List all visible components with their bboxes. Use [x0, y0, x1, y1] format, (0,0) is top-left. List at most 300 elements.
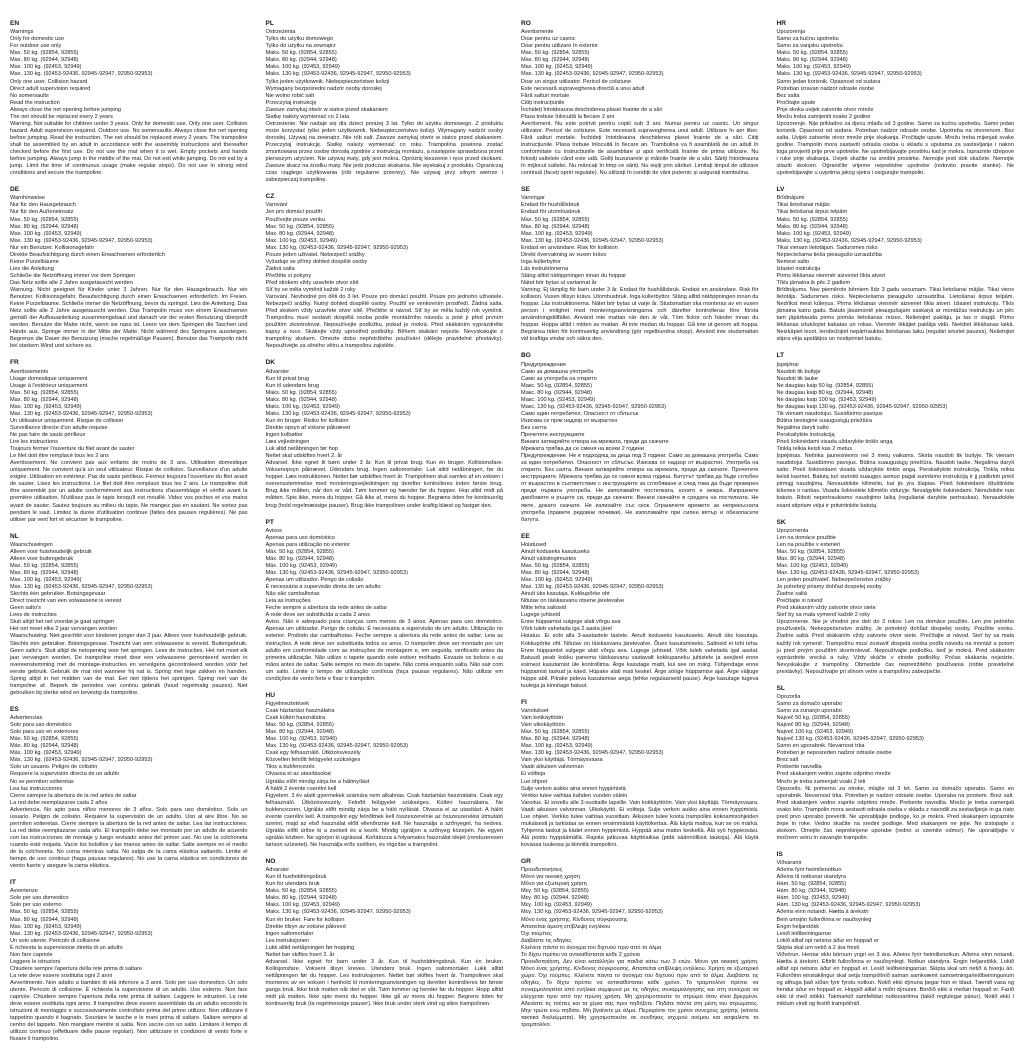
warning-line: The net should be replaced every 2 years [10, 113, 113, 120]
warning-line: A rede deve ser substituída a cada 2 anos [265, 612, 370, 619]
warning-paragraph: Varning. Ej lämplig för barn under 3 år. Endast för hushållsbruk. Endast en användare. Risk för kollision. Vuxen tillsyn krävs. Utomhusbruk. Inga kullerbyttor. Stäng alltid nätöppningen innan du hoppar. Läs instruktionerna. Nätet bör bytas ut varje år. Studsmattan ska monteras av en vuxen person i enlighet med monteringsanvisningarna och därefter kontrolleras före första användningstillfället. Använd inte mattan när den är våt. Töm fickor och händer innan du hoppar. Hoppa alltid i mitten av mattan. Ät inte medan du hoppar. Gå inte ut genom att hoppa. Begränsa tiden för kontinuerlig användning (gör regelbundna stopp). Använd inte studsmattan vid kraftiga vindar och säkra den. [521, 287, 759, 343]
language-section [777, 685, 1015, 842]
warning-line: Võrk tuleb vahetada iga 2 aasta järel [521, 626, 612, 633]
warning-line: Un utilisateur uniquement. Risque de collision [10, 417, 124, 424]
warning-line: Max. 50 kg. (92854, 92855) [521, 563, 590, 569]
warning-line: Tilos a bukfencezés [265, 764, 315, 771]
warning-line: Csak kültéri használatra [265, 715, 326, 722]
warning-line: Leia as instruções [265, 598, 311, 605]
warning-line: Naudoti tik buityje [776, 368, 821, 375]
warning-line: Před skokem vždy uzavřete otvor sítě [265, 279, 359, 286]
warning-line: Brīdinājumi [776, 195, 805, 202]
warning-line: Maks. 130 kg. (92453-92436, 92945-92947, 92950-92953) [265, 410, 411, 417]
warning-line: Doar pentru uz casnic [521, 36, 576, 43]
language-code: GR [521, 857, 531, 865]
warning-line: Máx. 80 kg. (92944, 92948) [265, 555, 334, 562]
warning-line: Kun én bruger. Risiko for kollision [265, 417, 349, 424]
warning-line: Kun én bruker. Fare for kollisjon [265, 916, 345, 923]
warning-line: Само един потребител. Опасност от сблъсък [521, 410, 639, 417]
warning-line: Hám. 100 kg. (92453, 92949) [776, 895, 850, 902]
warning-line: Csak egy felhasználó. Ütközésveszély [265, 750, 361, 757]
warning-line: Varování [265, 202, 288, 209]
warning-line: Žiadne saltá [776, 591, 807, 598]
warning-line: Maks. 130 kg. (92453-92436, 92945-92947, 92950-92953) [776, 237, 922, 244]
warning-line: Je potrebný priamy dohľad dospelej osoby [776, 584, 882, 591]
language-column [777, 20, 1015, 1052]
warning-line: Max. 130 kg. (92453-92436, 92945-92947, 92950-92953) [10, 410, 153, 417]
warning-line: Upozorenja [776, 29, 806, 36]
warning-line: Maks. 100 kg. (92453, 92949) [265, 64, 340, 71]
warning-line: Μεγ. 100 kg. (92453, 92949) [521, 902, 592, 909]
warning-line: Pouze jeden uživatel. Nebezpečí srážky [265, 251, 365, 258]
warning-line: Máx. 130 kg. (92453-92436, 92945-92947, 92950-92953) [10, 757, 153, 764]
warning-line: Avertissements [10, 368, 49, 375]
language-code: EN [10, 20, 20, 27]
language-code: EE [521, 532, 530, 540]
warning-line: Only for domestic use [10, 36, 65, 43]
warning-line: Direkt övervakning av vuxen krävs [521, 251, 607, 258]
warning-line: Samo za kućnu upotrebu [776, 36, 839, 43]
warning-line: Het net moet elke 2 jaar vervangen worden [10, 626, 117, 633]
warning-line: Direct toezicht van een volwassene is vereist [10, 598, 122, 605]
warning-line: Mrežu treba zamijeniti svake 2 godine [776, 113, 871, 120]
warning-line: Figyelmeztetések [265, 701, 310, 707]
warning-line: Max. 80 kg. (92944, 92948) [10, 570, 79, 577]
warning-line: Aðeins til notkunar utandyra [776, 874, 846, 881]
warning-line: Direct adult supervision required [10, 85, 91, 92]
warning-line: Læs vejledningen [265, 439, 310, 446]
warning-line: Nettet skal udskiftes hvert 2. år [265, 453, 343, 460]
warning-line: Max. 130 kg. (92453-92436, 92945-92947, 92950-92953) [10, 237, 153, 244]
language-code: ES [10, 705, 19, 713]
warning-line: Ingen saltomortaler [265, 930, 314, 937]
warning-line: Hám. 130 kg. (92453-92436, 92945-92947, 92950-92953) [776, 902, 921, 909]
warning-line: Geen salto's [10, 605, 41, 612]
warning-line: Kun til privat brug [265, 375, 310, 382]
warning-line: Μεγ. 80 kg. (92944, 92948) [521, 895, 589, 902]
warning-line: Maks. 130 kg. (92453-92436, 92945-92947, 92950-92953) [265, 71, 411, 78]
warning-line: Izlasiet instrukciju [776, 265, 821, 272]
language-section [777, 186, 1015, 343]
warning-line: Lue ohjeet [521, 778, 548, 785]
warning-paragraph: Advarsel. Ikke egnet for barn under 3 år. Kun til husholdningsbruk. Kun én bruker. Kollisjonsfare. Voksent tilsyn kreves. Utendørs bruk. Ingen saltomortaler. Lukk alltid nettåpningen før du hopper. Les instruksjonen. Nettet bør skiftes hvert år. Trampolinen skal monteres av en voksen i henhold til monteringsanvisningen og deretter kontrolleres før første gangs bruk. Ikke bruk matten når den er våt. Tøm lommer og hender før du hopper. Hopp alltid midt på matten. Ikke spis mens du hopper. Ikke gå av mens du hopper. Begrens tiden for kontinuerlig bruk (ta regelmessige pauser). Ikke bruk under sterk vind og sikre trampolinen. [265, 958, 503, 1008]
warning-paragraph: Opozorilo. Ni primerno za otroke, mlajše od 3 let. Samo za domačo uporabo. Samo en uporabnik. Nevarnost trka. Potreben je nadzor odrasle osebe. Uporaba na prostem. Brez salt. Pred skakanjem vedno zaprite odprtino mreže. Preberite navodila. Mrežo je treba zamenjati vsako leto. Trampolin mora sestaviti odrasla oseba v skladu z navodili za sestavljanje in ga nato pred prvo uporabo preveriti. Ne uporabljajte podloge, ko je mokra. Pred skakanjem izpraznite žepe in roke. Vedno skačite na sredini podloge. Med skakanjem ne jejte. Ne izstopajte s skokom. Omejite čas neprekinjene uporabe (redno si vzemite odmor). Ne uporabljajte v močnem vetru in zavarujte trampolin. [776, 785, 1014, 841]
warning-line: Potreben je neposreden nadzor odrasle osebe [776, 750, 892, 757]
warning-paragraph: Advertencia. No apto para niños menores de 3 años. Solo para uso doméstico. Solo un usuario. Peligro de colisión. Requiere la supervisión de un adulto. Uso al aire libre. No se permiten volteretas. Cierre siempre la abertura de la red antes de saltar. Lea las instrucciones. La red debe reemplazarse cada año. El trampolín debe ser montado por un adulto de acuerdo con las instrucciones de montaje y luego revisado antes del primer uso. No use la colchoneta cuando esté mojada. Vacíe los bolsillos y las manos antes de saltar. Salte siempre en el medio de la colchoneta. No coma mientras salta. No salga de la cama elástica saltando. Limite el tiempo de uso continuo (haga pausas regulares). No use la cama elástica en condiciones de viento fuerte y asegure la cama elástica. [10, 806, 248, 870]
warning-line: Prečítajte si návod [776, 598, 823, 605]
warning-line: Največ 100 kg. (92453, 92949) [776, 729, 853, 736]
warning-line: Max. 80 kg. (92944, 92948) [521, 223, 590, 230]
warning-line: Απαιτείται άμεση επίβλεψη ενηλίκου [521, 923, 611, 930]
warning-line: Lesið leiðbeiningarnar [776, 930, 832, 937]
warning-line: Máx. 100 kg. (92453, 92949) [265, 563, 338, 569]
warning-line: Įspėjimai [776, 361, 799, 368]
warning-line: Само за домашна употреба [521, 368, 594, 375]
warning-line: Não são cambalhotas [265, 591, 320, 598]
warning-line: Изисква се пряк надзор от възрастен [521, 417, 618, 424]
warning-paragraph: Avertisment. Nu este potrivit pentru copiii sub 3 ani. Numai pentru uz casnic. Un singur utilizator. Pericol de coliziune. Este necesară supravegherea unui adult. Utilizare în aer liber. Fără salturi mortale. Închideți întotdeauna deschiderea plasei înainte de a sări. Citiți instrucțiunile. Plasa trebuie înlocuită în fiecare an. Trambulina va fi asamblată de un adult în conformitate cu instrucțiunile de asamblare și apoi verificată înainte de prima utilizare. Nu folosiți saltelele când este udă. Goliți buzunarele și mâinile înainte de a sări. Săriți întotdeauna în mijlocul saltelei. Nu mâncați în timp ce săriți. Nu ieșiți prin sărituri. Limitați timpul de utilizare continuă (faceți opriri regulate). Nu utilizați în condiții de vânt puternic și asigurați trambulina. [521, 120, 759, 177]
warning-paragraph: Brīdinājums. Nav piemērots bērniem līdz 3 gadu vecumam. Tikai lietošanai mājās. Tikai viens lietotājs. Sadursmes risks. Nepieciešama pieaugušo uzraudzība. Lietošanai ārpus telpām. Nedrīkst mest kūleņus. Pirms lēkšanas vienmēr aizveriet tīkla atveri. Izlasiet instrukciju. Tīkls jāmaina katru gadu. Batuts jāsamontē pieaugušajam saskaņā ar montāžas instrukciju un pēc tam jāpārbauda pirms pirmās lietošanas reizes. Nelietojiet paklāju, ja tas ir slapjš. Pirms lēkšanas iztukšojiet kabatas un rokas. Vienmēr lēkājiet paklāja vidū. Neēdiet lēkāšanas laikā. Neizkāpiet lecot. Ierobežojiet nepārtrauktas lietošanas laiku (regulāri ieturiet pauzes). Nelietojiet stipra vēja apstākļos un nostipriniet batutu. [776, 287, 1014, 343]
warning-line: Waarschuwingen [10, 541, 53, 548]
warning-line: Varningar [521, 195, 545, 202]
warning-line: Max. 50 kg. (92854, 92855) [10, 389, 79, 396]
warning-line: Len na použitie v exteriéri [776, 541, 841, 548]
warning-line: Το δίχτυ πρέπει να αντικαθίσταται κάθε 2 χρόνια [521, 951, 640, 958]
language-section [521, 699, 759, 849]
warning-line: Μόνο για εξωτερική χρήση [521, 881, 587, 888]
warning-paragraph: Upozorenje. Nije prikladno za djecu mlađu od 3 godine. Samo za kućnu upotrebu. Samo jedan korisnik. Opasnost od sudara. Potreban nadzor odrasle osobe. Upotreba na otvorenom. Bez salta. Uvijek zatvorite otvor mreže prije skakanja. Pročitajte upute. Mrežu treba mijenjati svake godine. Trampolin mora sastaviti odrasla osoba u skladu s uputama za sastavljanje i nakon toga provjeriti prije prve upotrebe. Ne upotrebljavajte prostirku kad je mokra. Ispraznite džepove i ruke prije skakanja. Uvijek skačite na sredini prostirke. Nemojte jesti dok skačete. Nemojte izlaziti skokom. Ograničite vrijeme neprekidne upotrebe (redovito pravite stanke). Ne upotrebljavajte u uvjetima jakog vjetra i osigurajte trampolin. [776, 120, 1014, 177]
warning-line: Endast en användare. Risk för kollision [521, 244, 618, 251]
warning-line: Предупреждения [521, 361, 566, 368]
warning-line: Direkte opsyn af voksne påkrævet [265, 425, 351, 431]
warning-line: Nettet bør skiftes hvert 2. år [265, 951, 335, 958]
warning-line: Max. 80 kg. (92944, 92948) [10, 916, 79, 923]
warning-line: Közvetlen felnőtt felügyelet szükséges [265, 757, 361, 764]
language-section [10, 533, 248, 697]
language-section [777, 352, 1015, 509]
warning-line: Max. 100 kg. (92453, 92949) [10, 230, 82, 237]
warning-line: Vain kotikäyttöön [521, 715, 564, 722]
warning-line: Max. 50 kg. (92854, 92855) [776, 548, 845, 555]
warning-line: Hám. 80 kg. (92944, 92948) [776, 888, 847, 895]
warning-line: Max. 100 kg. (92453, 92949) [265, 237, 338, 244]
warning-line: Max. 100 kg. (92453, 92949) [521, 230, 593, 237]
warning-paragraph: Warning. Not suitable for children under 3 years. Only for domestic use. Only one user. Collision hazard. Adult supervision required. Outdoor use. No somersaults. Always close the net opening before jumping. Read the instruction. The net should be replaced every 2 years. The trampoline shall be assembled by an adult in accordance with the assembly instructions and thereafter checked before the first use. Do not use the mat when it is wet. Empty pockets and hands before jumping. Always jump in the middle of the mat. Do not exit while jumping. Do not eat by a jump. Limit the time of continuous usage (make regular stops). Do not use in strong wind conditions and secure the trampoline. [10, 120, 248, 177]
warning-line: Samo za domačo uporabo [776, 701, 843, 707]
warning-line: Max. 100 kg. (92453, 92949) [521, 577, 593, 584]
warning-line: Aðeins fyrir heimilisnotkun [776, 867, 842, 874]
warning-line: Макс. 130 kg. (92453-92436, 92945-92947, 92950-92953) [521, 403, 667, 410]
language-section [10, 20, 248, 177]
warning-line: Max. 130 kg. (92453-92436, 92945-92947, 92950-92953) [10, 71, 153, 78]
language-section [521, 858, 759, 1029]
warning-line: Lugege juhiseid [521, 612, 561, 619]
warning-line: Lukk alltid nettåpningen før hopping [265, 944, 355, 951]
warning-line: Upozornenia [776, 527, 809, 534]
warning-line: Tikai lietošanai mājās [776, 202, 830, 209]
warning-paragraph: Avertissement. Ne convient pas aux enfants de moins de 3 ans. Utilisation domestique uniquement. Ne convient qu'à un seul utilisateur. Risque de collision. Surveillance d'un adulte exigée. Utilisation en extérieur. Pas de sauts périlleux. Fermez toujours l'ouverture du filet avant de sauter. Lisez les instructions. Le filet doit être remplacé tous les 2 ans. Le trampoline doit être assemblé par un adulte conformément aux instructions d'assemblage et vérifié avant la première utilisation. N'utilisez pas le tapis lorsqu'il est mouillé. Videz vos poches et vos mains avant de sauter. Sautez toujours au milieu du tapis. Ne mangez pas en sautant. Ne sortez pas pendant le saut. Limitez la durée d'utilisation continue (faites des pauses régulières). Ne pas utiliser par vent fort et sécuriser le trampoline. [10, 460, 248, 523]
warning-paragraph: Waarschuwing. Niet geschikt voor kinderen jonger dan 3 jaar. Alleen voor huishoudelijk gebruik. Slechts één gebruiker. Botsingsgevaar. Toezicht van een volwassene is vereist. Buitengebruik. Geen salto's. Sluit altijd de netopening voor het springen. Lees de instructies. Het net moet elk jaar vervangen worden. De trampoline moet door een volwassene gemonteerd worden in overeenstemming met de montage-instructies en vervolgens gecontroleerd worden vóór het eerste gebruik. Gebruik de mat niet wanneer hij nat is. Spring met lege zakken en handen. Spring altijd in het midden van de mat. Eet niet tijdens het springen. Spring niet van de trampoline af. Beperk de periodes van continu gebruik (houd regelmatig pauzes). Niet gebruiken bij sterke wind en bevestig de trampoline. [10, 633, 248, 696]
warning-line: Viðvaranir [776, 860, 802, 867]
warning-paragraph: Warnung. Nicht geeignet für Kinder unter 3 Jahren. Nur für den Hausgebrauch. Nur ein Benutzer. Kollisionsgefahr. Beaufsichtigung durch einen Erwachsenen erforderlich. Im Freien. Keine Purzelbäume. Schließe immer die Netzöffnung, bevor du springst. Lies die Anleitung. Das Netz sollte alle 2 Jahre ausgetauscht werden. Das Trampolin muss von einem Erwachsenen gemäß der Aufbauanleitung zusammengebaut und danach vor der ersten Benutzung überprüft werden. Benutze die Matte nicht, wenn sie nass ist. Leere vor dem Springen die Taschen und Hände aus. Springe immer in der Mitte der Matte. Nicht während des Springens aussteigen. Begrenze die Dauer der Benutzung (mache regelmäßige Pausen). Benutze das Trampolin nicht bei starkem Wind und sichere es. [10, 287, 248, 350]
warning-line: Maks. 80 kg. (92944, 92948) [265, 396, 337, 403]
warning-line: Max. 130 kg. (92453-92436, 92945-92947, 92950-92953) [521, 584, 664, 591]
warning-line: Max. 80 kg. (92944, 92948) [521, 57, 590, 64]
warning-line: Maks. 50 kg. (92854, 92855) [776, 216, 848, 223]
warning-line: Max. 80 kg. (92944, 92948) [521, 570, 590, 577]
warning-line: Max. 80 kg. (92944, 92948) [265, 729, 334, 736]
warning-line: Opozorila [776, 693, 801, 700]
warning-line: Fără salturi mortale [521, 92, 570, 99]
warning-line: Nepieciešama tieša pieaugušo uzraudzība [776, 251, 882, 258]
language-section [266, 193, 504, 350]
language-section [521, 533, 759, 690]
warning-line: Doar pentru utilizare în exterior [521, 43, 598, 50]
warning-line: Len jeden používateľ. Nebezpečenstvo zrážky [776, 577, 892, 584]
warning-paragraph: Varoitus. Ei sovellu alle 3-vuotiaille lapsille. Vain kotikäyttöön. Vain yksi käyttäjä. Törmäysvaara. Vaatii aikuisen valvonnan. Ulkokäyttö. Ei voltteja. Sulje verkon aukko aina ennen hyppimistä. Lue ohjeet. Verkko tulee vaihtaa vuosittain. Aikuisen tulee koota trampoliini kokoamisohjeiden mukaisesti ja tarkistaa se ennen ensimmäistä käyttökertaa. Älä käytä mattoa, kun se on märkä. Tyhjennä taskut ja kädet ennen hyppimistä. Hyppää aina maton keskellä. Älä syö hyppiessäsi. Älä poistu hyppäämällä. Rajoita jatkuvaa käyttöaikaa (pidä säännöllisiä taukoja). Älä käytä kovassa tuulessa ja kiinnitä trampoliini. [521, 799, 759, 848]
warning-line: Usage domestique uniquement [10, 375, 88, 382]
warning-paragraph: Предупреждение. Не е подходящ за деца под 3 години. Само за домашна употреба. Само за един потребител. Опасност от сблъсък. Изисква се надзор от възрастен. Употреба на открито. Без салта. Винаги затваряйте отвора на мрежата, преди да скачате. Прочетете инструкциите. Мрежата трябва да се сменя всяка година. Батутът трябва да бъде сглобен от възрастен в съответствие с инструкциите за сглобяване и след това да бъде проверен преди първата употреба. Не използвайте постелката, когато е мокра. Изпразнете джобовете и ръцете си, преди да скачате. Винаги скачайте в средата на постелката. Не яжте, докато скачате. Не излизайте със скок. Ограничете времето за непрекъсната употреба (правете редовни почивки). Не използвайте при силен вятър и обезопасете батута. [521, 453, 759, 523]
warning-line: Največ 130 kg. (92453-92436, 92945-92947, 92950-92953) [776, 736, 924, 743]
language-section [266, 359, 504, 509]
warning-line: Only one user. Collision hazard [10, 78, 88, 85]
warning-line: Csak háztartási használatra [265, 708, 335, 715]
warning-line: Nõutav on täiskasvanu otsene järelevalve [521, 598, 625, 605]
warning-line: Endast för utomhusbruk [521, 209, 581, 216]
warning-line: Nätet bör bytas ut vartannat år [521, 279, 597, 286]
warning-line: Μόνο ένας χρήστης. Κίνδυνος σύγκρουσης [521, 916, 628, 923]
warning-line: Solo para uso doméstico [10, 722, 72, 729]
warning-line: Maks. 50 kg. (92854, 92855) [265, 888, 337, 895]
language-section [521, 20, 759, 177]
warning-line: Direkte tilsyn av voksne påkrevd [265, 923, 346, 930]
warning-line: Usage à l'extérieur uniquement [10, 382, 88, 389]
warning-line: Maks. 100 kg. (92453, 92949) [776, 64, 851, 71]
warning-line: Solo para uso en exteriores [10, 729, 79, 736]
warning-line: Ei voltteja [521, 771, 546, 778]
warning-line: Max. 80 kg. (92944, 92948) [265, 230, 334, 237]
warning-line: Nur für den Außeneinsatz [10, 209, 74, 216]
warning-line: Advertencias [10, 715, 43, 722]
warning-line: Stäng alltid nätöppningen innan du hoppar [521, 272, 627, 279]
warning-line: Engin heljarstökk [776, 923, 820, 930]
warning-line: Max. 50 kg. (92854, 92855) [521, 50, 590, 57]
warning-line: Requiere la supervisión directa de un adulto [10, 771, 120, 778]
warning-line: Luk altid netåbningen før hop [265, 446, 338, 453]
warning-line: Όχι τούμπες [521, 930, 552, 937]
warning-line: Perskaitykite instrukciją [776, 432, 835, 439]
warning-line: Tylko do użytku na zewnątrz [265, 43, 336, 50]
warning-line: Προειδοποιήσεις [521, 867, 563, 874]
warning-line: Ugrálás előtt mindig zárja be a hálónyílást [265, 778, 370, 785]
warning-line: Max. 130 kg. (92453-92436, 92945-92947, 92950-92953) [265, 743, 408, 750]
warning-line: Wymagany bezpośredni nadzór osoby dorosłej [265, 85, 382, 92]
warning-line: Ne daugiau kaip 80 kg. (92944, 92948) [776, 389, 874, 396]
language-column [266, 20, 504, 1052]
warning-line: Max. 50 kg. (92854, 92855) [521, 729, 590, 736]
warning-line: Max. 100 kg. (92453, 92949) [521, 743, 593, 750]
warning-line: Bez salta [776, 92, 800, 99]
warning-paragraph: Viðvörun. Hentar ekki börnum yngri en 3 ára. Aðeins fyrir heimilisnotkun. Aðeins einn notandi. Hætta á árekstri. Eftirlit fullorðinna er nauðsynlegt. Notkun utandyra. Engin heljarstökk. Lokið alltaf opi netsins áður en hoppað er. Lesið leiðbeiningarnar. Skipta skal um netið á hverju ári. Fullorðinn einstaklingur skal setja trampólínið saman samkvæmt samsetningarleiðbeiningunum og athuga það síðan fyrir fyrstu notkun. Notið ekki dýnuna þegar hún er blaut. Tæmið vasa og hendur áður en hoppað er. Hoppið alltaf á miðri dýnunni. Borðið ekki á meðan hoppað er. Farið ekki út með stökki. Takmarkið samfelldan notkunartíma (takið reglulegar pásur). Notið ekki í miklum vindi og festið trampólínið. [776, 951, 1014, 1008]
warning-paragraph: Figyelem. 3 év alatti gyermekek számára nem alkalmas. Csak háztartási használatra. Csak egy felhasználó. Ütközésveszély. Felnőtt felügyelet szükséges. Kültéri használatra. Ne bukfencezzen. Ugrálás előtt mindig zárja be a háló nyílását. Olvassa el az utasítást. A hálót évente cserélni kell. A trampolint egy felnőttnek kell összeszerelnie az összeszerelési útmutató szerint, majd az első használat előtt ellenőriznie kell. Ne használja a szőnyeget, ha nedves. Ugrálás előtt ürítse ki a zsebeit és a kezét. Mindig ugráljon a szőnyeg közepén. Ne egyen ugrálás közben. Ne ugorjon ki ugrással. Korlátozza a folyamatos használat idejét (rendszeresen tartson szünetet). Ne használja erős szélben, és rögzítse a trampolint. [265, 792, 503, 848]
warning-line: Inga kullerbyttor [521, 258, 561, 265]
warning-line: Ostrzeżenia [265, 29, 296, 36]
warning-line: Mrežo je treba zamenjati vsaki 2 leti [776, 778, 866, 785]
warning-line: Ne daugiau kaip 50 kg. (92854, 92855) [776, 382, 874, 389]
warning-line: Maks. 50 kg. (92854, 92855) [265, 389, 337, 396]
language-code: DK [265, 359, 276, 367]
warning-line: Vain yksi käyttäjä. Törmäysvaara [521, 757, 603, 764]
warning-paragraph: Avvertimento. Non adatto a bambini di età inferiore a 3 anni. Solo per uso domestico. Un solo utente. Pericolo di collisione. È richiesta la supervisione di un adulto. Uso esterno. Non fare capriole. Chiudere sempre l'apertura della rete prima di saltare. Leggere le istruzioni. La rete deve essere sostituita ogni anno. Il trampolino deve essere assemblato da un adulto secondo le istruzioni di montaggio e successivamente controllato prima del primo utilizzo. Non utilizzare il tappetino quando è bagnato. Svuotare le tasche e le mani prima di saltare. Saltare sempre al centro del tappeto. Non mangiare mentre si salta. Non uscire con un salto. Limitare il tempo di utilizzo continuo (effettuare delle pause regolari). Non utilizzare in condizioni di vento forte e fissare il trampolino. [10, 979, 248, 1043]
warning-line: Non fare capriole [10, 951, 53, 958]
warning-line: Max. 50 kg. (92854, 92855) [265, 722, 334, 729]
language-code: RO [521, 20, 531, 27]
warning-line: Používejte pouze venku [265, 216, 325, 223]
warning-line: Max. 130 kg. (92453-92436, 92945-92947, 92950-92953) [10, 584, 153, 591]
warning-line: Máx. 80 kg. (92944, 92948) [10, 743, 79, 750]
warning-line: Tīkls jāmaina ik pēc 2 gadiem [776, 279, 851, 286]
warning-line: Read the instruction [10, 99, 60, 106]
warning-line: Chiudere sempre l'apertura della rete prima di saltare [10, 965, 142, 972]
warning-line: Prije skoka uvijek zatvorite otvor mreže [776, 106, 874, 113]
warning-line: Maks. 80 kg. (92944, 92948) [776, 223, 848, 230]
warning-line: Samo za zunanjo uporabo [776, 708, 842, 715]
warning-line: Tinklą reikia keisti kas 2 metus [776, 446, 853, 453]
language-section [266, 858, 504, 1008]
warning-line: Aðeins einn notandi. Hætta á árekstri [776, 909, 869, 916]
warning-line: Alleen voor huishoudelijk gebruik [10, 548, 92, 555]
warning-line: Verkko tulee vaihtaa kahden vuoden välein [521, 792, 628, 799]
warning-paragraph: Upozornenie. Nie je vhodné pre deti do 3 rokov. Len na domáce použitie. Len pre jedného používateľa. Nebezpečenstvo zrážky. Je potrebný dohľad dospelej osoby. Použitie vonku. Žiadne saltá. Pred skákaním vždy zatvorte otvor siete. Prečítajte si návod. Sieť by sa mala každý rok vymeniť. Trampolínu musí zostaviť dospelá osoba podľa návodu na montáž a potom ju pred prvým použitím skontrolovať. Nepoužívajte podložku, keď je mokrá. Pred skákaním vyprázdnite vrecká a ruky. Vždy skáčte v strede podložky. Počas skákania nejedzte. Nevyskakujte z trampolíny. Obmedzte čas nepretržitého používania (robte pravidelné prestávky). Nepoužívajte pri silnom vetre a trampolínu zabezpečte. [776, 619, 1014, 675]
warning-line: Brez salt [776, 757, 799, 764]
warning-line: Keine Purzelbäume [10, 258, 59, 265]
warning-line: Max. 100 kg. (92453, 92949) [10, 923, 82, 930]
warning-line: Maks. 130 kg. (92453-92436, 92945-92947, 92950-92953) [776, 71, 922, 78]
language-code: FI [521, 698, 527, 706]
warning-line: La rete deve essere sostituita ogni 2 anni [10, 972, 112, 979]
language-code: NL [10, 532, 19, 540]
warning-line: Slechts één gebruiker. Botsingsgevaar [10, 591, 106, 598]
warning-line: Винаги затваряйте отвора на мрежата, преди да скачате [521, 439, 669, 446]
warning-line: Vaatii aikuisen valvonnan [521, 764, 584, 771]
warning-line: Max. 130 kg. (92453-92436, 92945-92947, 92950-92953) [265, 244, 408, 251]
warning-line: Naudoti tik lauke [776, 375, 818, 382]
warning-line: Max. 130 kg. (92453-92436, 92945-92947, 92950-92953) [776, 570, 919, 577]
language-section [266, 519, 504, 683]
warning-line: Sluit altijd het net voordat je gaat springen [10, 619, 115, 626]
warning-paragraph: Advarsel. Ikke egnet til børn under 3 år. Kun til privat brug. Kun én bruger. Kollisionsfare. Voksenopsyn påkrævet. Udendørs brug. Ingen saltomortaler. Luk altid netåbningen, før du hopper. Læs instruktionen. Nettet bør udskiftes hvert år. Trampolinen skal samles af en voksen i overensstemmelse med monteringsvejledningen og derefter kontrolleres inden første brug. Brug ikke måtten, når den er våd. Tøm lommer og hænder før du hopper. Hop altid midt på måtten. Spis ikke, mens du hopper. Gå ikke af, mens du hopper. Begræns tiden for kontinuerlig brug (hold regelmæssige pauser). Brug ikke trampolinen under kraftig blæst og fastgør den. [265, 460, 503, 509]
warning-line: Máx. 50 kg. (92854, 92855) [10, 736, 79, 743]
language-code: PT [265, 518, 274, 526]
warning-line: Max. 130 kg. (92453-92436, 92945-92947, 92950-92953) [521, 237, 664, 244]
language-code: FR [10, 359, 19, 367]
warning-line: Max. 50 kg. (92854, 92855) [265, 223, 334, 230]
warning-line: Maks. 100 kg. (92453, 92949) [265, 902, 340, 909]
language-section [10, 359, 248, 523]
warning-line: Hoiatused [521, 541, 547, 548]
warning-line: Negalima daryti salto [776, 425, 829, 431]
warning-line: Maks. 80 kg. (92944, 92948) [265, 895, 337, 902]
warning-line: Max. 80 kg. (92944, 92948) [776, 555, 845, 562]
warning-line: Max. 50 kg. (92854, 92855) [10, 909, 79, 916]
warning-line: Lokið alltaf opi netsins áður en hoppað er [776, 937, 879, 944]
warning-line: Maks. 80 kg. (92944, 92948) [265, 57, 337, 64]
warning-line: Maks. 100 kg. (92453, 92949) [265, 403, 340, 410]
language-section [266, 20, 504, 184]
warning-line: Avertismente [521, 29, 554, 36]
language-section [521, 186, 759, 343]
warning-paragraph: Įspėjimas. Netinka jaunesniems nei 3 metų vaikams. Skirta naudoti tik buityje. Tik vienam naudotojui. Susidūrimo pavojus. Būtina suaugusiųjų priežiūra. Naudoti lauke. Negalima daryti salto. Prieš šokinėdami visada uždarykite tinklo angą. Perskaitykite instrukciją. Tinklą reikia keisti kasmet. Batutą turi surinkti suaugęs asmuo pagal surinkimo instrukciją ir jį patikrinti prieš pirmąjį naudojimą. Nenaudokite kilimėlio, kai jis yra šlapias. Prieš šokinėdami ištuštinkite kišenes ir rankas. Visada šokinėkite kilimėlio viduryje. Nevalgykite šokinėdami. Nenušokite nuo batuto. Riboti nepertraukiamo naudojimo laiką (reguliariai darykite pertraukas). Nenaudokite esant stipriam vėjui ir pritvirtinkite batutą. [776, 453, 1014, 509]
language-code: SE [521, 186, 530, 194]
warning-line: Ingen kolbøtter [265, 432, 303, 439]
language-section [10, 186, 248, 350]
warning-line: Warnings [10, 29, 34, 36]
warning-line: È richiesta la supervisione diretta di un adulto [10, 944, 123, 951]
warning-line: Nur ein Benutzer. Kollisionsgefahr [10, 244, 95, 251]
warning-line: Samo jedan korisnik. Opasnost od sudara [776, 78, 881, 85]
warning-line: Макс. 80 kg. (92944, 92948) [521, 389, 592, 396]
warning-line: No somersaults [10, 92, 49, 99]
warning-line: Un solo utente. Pericolo di collisione [10, 937, 100, 944]
warning-line: Max. 130 kg. (92453-92436, 92945-92947, 92950-92953) [521, 750, 664, 757]
warning-line: Κλείνετε πάντα το άνοιγμα του διχτυού πριν από το άλμα [521, 944, 662, 951]
warning-line: La red debe reemplazarse cada 2 años [10, 799, 108, 806]
warning-line: Vyžaduje se přímý dohled dospělé osoby [265, 258, 368, 265]
language-code: HR [776, 20, 787, 27]
warning-line: Tylko do użytku domowego [265, 36, 333, 43]
warning-line: Μεγ. 50 kg. (92854, 92855) [521, 888, 589, 895]
warning-line: Les instruksjonen [265, 937, 310, 944]
warning-line: Hám. 50 kg. (92854, 92855) [776, 881, 847, 888]
warning-line: Len na domáce použitie [776, 534, 836, 541]
warning-line: Jen pro domácí použití [265, 209, 323, 216]
language-column [10, 20, 248, 1052]
warning-line: Cierre siempre la abertura de la red antes de saltar [10, 792, 137, 799]
warning-line: Prieš šokinėdami visada uždarykite tinklo angą [776, 439, 893, 446]
language-code: HU [265, 691, 276, 699]
warning-line: Leggere le istruzioni [10, 958, 61, 965]
warning-line: For outdoor use only [10, 43, 62, 50]
warning-line: Tik vienam naudotojui. Susidūrimo pavojus [776, 410, 883, 417]
warning-line: Tikai vienam lietotājam. Sadursmes risks [776, 244, 878, 251]
warning-line: É necessária a supervisão direta de um adulto [265, 584, 381, 591]
warning-line: Pred skakanjem vedno zaprite odprtino mreže [776, 771, 891, 778]
warning-line: Citiți instrucțiunile [521, 99, 565, 106]
warning-line: Ne pas faire de sauts périlleux [10, 432, 86, 439]
warning-line: A hálót 2 évente cserélni kell [265, 785, 337, 792]
language-code: IS [776, 850, 783, 858]
warning-line: Max. 100 kg. (92453, 92949) [776, 563, 849, 569]
warning-line: Tylko jeden użytkownik. Niebezpieczeństwo kolizji [265, 78, 390, 85]
warning-line: Preberite navodila [776, 764, 822, 771]
warning-line: Без салта [521, 425, 547, 431]
warning-line: Max. 50 kg. (92854, 92855) [10, 50, 79, 57]
warning-line: No se permiten volteretas [10, 778, 74, 785]
warning-line: Le filet doit être remplacé tous les 2 ans [10, 453, 109, 460]
warning-line: Toujours fermer l'ouverture du filet avant de sauter [10, 446, 135, 453]
language-code: IT [10, 879, 16, 887]
warning-line: Maks. 50 kg. (92854, 92855) [265, 50, 337, 57]
warning-line: Max. 80 kg. (92944, 92948) [10, 396, 79, 403]
warning-line: Olvassa el az utasításokat [265, 771, 331, 778]
warning-line: Būtina tiesioginė suaugusiųjų priežiūra [776, 417, 872, 424]
warning-line: Alleen voor buitengebruik [10, 555, 74, 562]
warning-line: Max. 50 kg. (92854, 92855) [10, 563, 79, 569]
warning-line: Lea las instrucciones [10, 785, 63, 792]
warning-line: Direkte Beaufsichtigung durch einen Erwachsenen erforderlich [10, 251, 165, 258]
warning-line: Ainult koduseks kasutuseks [521, 548, 590, 555]
warning-line: Potreban izravan nadzor odrasle osobe [776, 85, 875, 92]
warning-line: Máx. 130 kg. (92453-92436, 92945-92947, 92950-92953) [265, 570, 408, 577]
language-section [777, 20, 1015, 177]
warning-line: Pirms lēkšanas vienmēr aizveriet tīkla atveri [776, 272, 886, 279]
warning-line: Kun til udendørs brug [265, 382, 319, 389]
warning-line: Max. 50 kg. (92854, 92855) [10, 216, 79, 223]
warning-line: Solo un usuario. Peligro de colisión [10, 764, 98, 771]
warning-line: Advarsler [265, 867, 290, 874]
language-section [10, 706, 248, 870]
warning-line: Lies die Anleitung [10, 265, 54, 272]
warning-line: Nur für den Hausgebrauch [10, 202, 76, 209]
warning-line: Siatkę należy wymieniać co 2 lata [265, 113, 350, 120]
warning-line: Διαβάστε τις οδηγίες [521, 937, 572, 944]
warning-line: Endast för hushållsbruk [521, 202, 580, 209]
warning-line: Kun for utendørs bruk [265, 881, 320, 888]
warning-line: Μόνο για οικιακή χρήση [521, 874, 580, 881]
warning-line: Maks. 80 kg. (92944, 92948) [776, 57, 848, 64]
warning-line: Žádná salta [265, 265, 295, 272]
warning-line: Največ 50 kg. (92854, 92855) [776, 715, 850, 722]
